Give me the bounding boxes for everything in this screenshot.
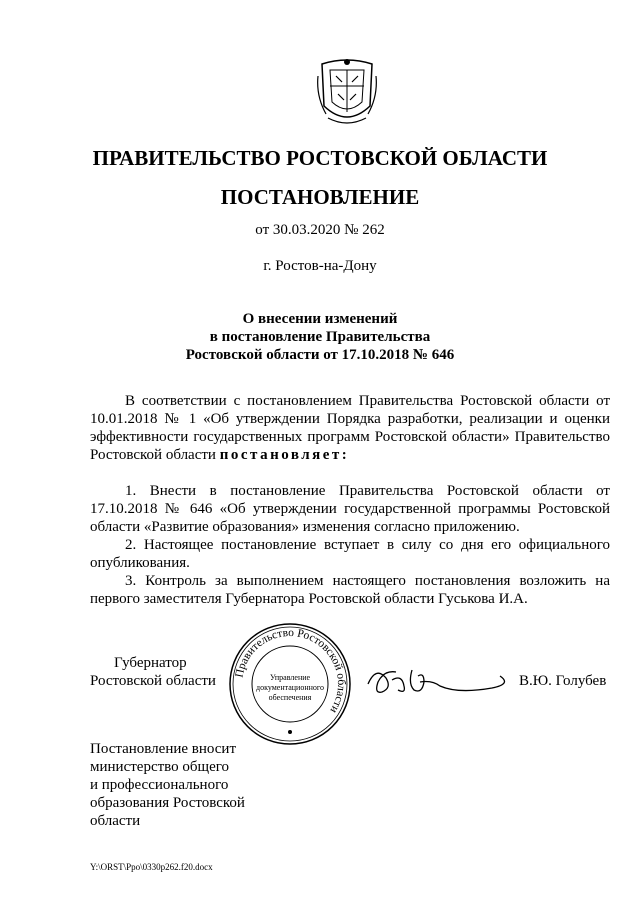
file-path: Y:\ORST\Ppo\0330p262.f20.docx (90, 862, 213, 872)
signatory-title-line: Губернатор (114, 655, 187, 671)
decree-items (90, 482, 610, 608)
decree-item: 3. Контроль за выполнением настоящего постановления возложить на первого заместителя Губернатора Ростовской области Гуськова И.А. (90, 573, 610, 607)
decree-word: постановляет: (219, 447, 350, 463)
contributor-line: министерство общего (90, 759, 230, 775)
official-seal (228, 622, 352, 746)
preamble-text: В соответствии с постановлением Правительства Ростовской области от 10.01.2018 № 1 «Об утверждении Порядка разработки, реализации и оценки эффективности государственных программ Ростовской области» Правительство Ростовской области (90, 393, 610, 463)
seal-outer-text: Правительство Ростовской области (233, 626, 348, 716)
decree-item: 1. Внести в постановление Правительства Ростовской области от 17.10.2018 № 646 «Об утверждении государственной программы Ростовской области «Развитие образования» изменения согласно приложению. (90, 483, 610, 535)
handwritten-signature (362, 660, 522, 700)
seal-inner-line: документационного (256, 683, 324, 692)
subject-line: О внесении изменений (242, 311, 398, 327)
subject-line: Ростовской области от 17.10.2018 № 646 (185, 347, 455, 363)
signatory-name: В.Ю. Голубев (519, 673, 607, 689)
document-type: ПОСТАНОВЛЕНИЕ (220, 185, 420, 209)
document-date-number: от 30.03.2020 № 262 (255, 222, 385, 238)
contributor-line: и профессионального (90, 777, 229, 793)
preamble-paragraph (90, 392, 610, 464)
seal-inner-line: Управление (269, 673, 311, 682)
signatory-title-line: Ростовской области (90, 673, 216, 689)
document-city: г. Ростов-на-Дону (263, 258, 377, 274)
contributor-block (90, 740, 290, 830)
contributor-line: Постановление вносит (90, 741, 237, 757)
organization-title: ПРАВИТЕЛЬСТВО РОСТОВСКОЙ ОБЛАСТИ (92, 146, 548, 170)
document-subject (0, 310, 640, 364)
subject-line: в постановление Правительства (209, 329, 431, 345)
contributor-line: области (90, 813, 141, 829)
decree-item: 2. Настоящее постановление вступает в силу со дня его официального опубликования. (90, 537, 610, 571)
seal-inner-line: обеспечения (268, 693, 312, 702)
contributor-line: образования Ростовской (90, 795, 245, 811)
signatory-title (90, 654, 240, 690)
coat-of-arms-icon (316, 56, 378, 130)
